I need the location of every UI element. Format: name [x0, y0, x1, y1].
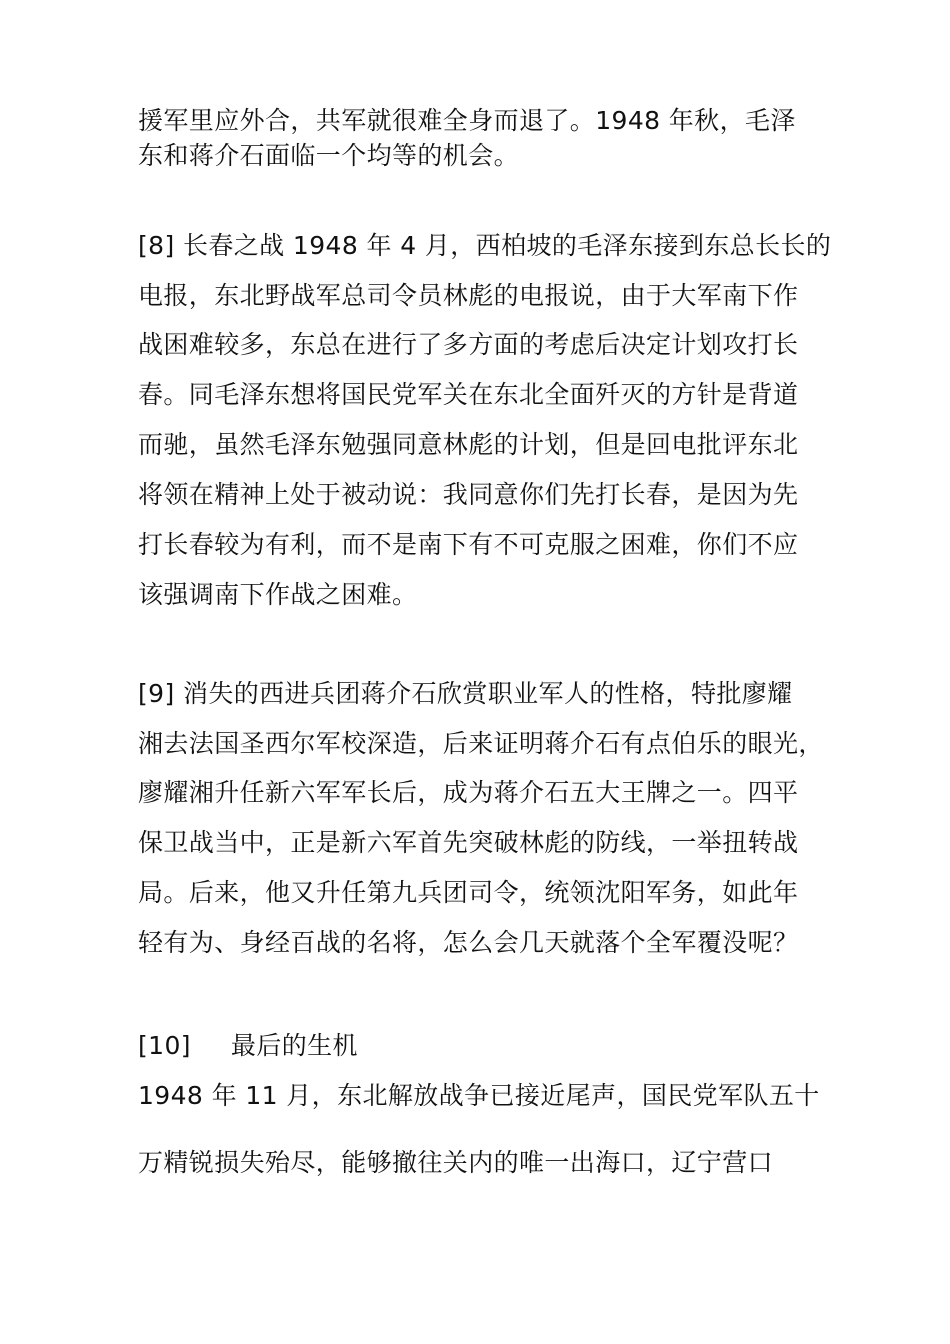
- text-line: 湘去法国圣西尔军校深造，后来证明蒋介石有点伯乐的眼光，: [138, 729, 824, 758]
- text-line: 保卫战当中，正是新六军首先突破林彪的防线，一举扭转战: [138, 828, 799, 857]
- footnote-8-line: [8] 长春之战 1948 年 4 月，西柏坡的毛泽东接到东总长长的: [138, 231, 832, 260]
- text-line: 援军里应外合，共军就很难全身而退了。1948 年秋，毛泽: [138, 106, 796, 135]
- text-line: 战困难较多，东总在进行了多方面的考虑后决定计划攻打长: [138, 330, 799, 359]
- text-line: 将领在精神上处于被动说：我同意你们先打长春，是因为先: [138, 480, 799, 509]
- footnote-9-line: [9] 消失的西进兵团蒋介石欣赏职业军人的性格，特批廖耀: [138, 679, 793, 708]
- text-line: 轻有为、身经百战的名将，怎么会几天就落个全军覆没呢？: [138, 928, 799, 957]
- footnote-10-label: [10]: [138, 1031, 191, 1060]
- text-line: 该强调南下作战之困难。: [138, 580, 418, 609]
- section-heading: 最后的生机: [230, 1031, 358, 1060]
- text-line: 廖耀湘升任新六军军长后，成为蒋介石五大王牌之一。四平: [138, 778, 799, 807]
- text-line: 1948 年 11 月，东北解放战争已接近尾声，国民党军队五十: [138, 1081, 820, 1110]
- text-line: 电报，东北野战军总司令员林彪的电报说，由于大军南下作: [138, 281, 799, 310]
- text-line: 东和蒋介石面临一个均等的机会。: [138, 141, 520, 170]
- text-line: 打长春较为有利，而不是南下有不可克服之困难，你们不应: [138, 530, 799, 559]
- text-line: 万精锐损失殆尽，能够撤往关内的唯一出海口，辽宁营口: [138, 1148, 774, 1177]
- text-line: 春。同毛泽东想将国民党军关在东北全面歼灭的方针是背道: [138, 380, 799, 409]
- footnote-10-heading: [138, 1031, 358, 1061]
- text-line: 局。后来，他又升任第九兵团司令，统领沈阳军务，如此年: [138, 878, 799, 907]
- text-line: 而驰，虽然毛泽东勉强同意林彪的计划，但是回电批评东北: [138, 430, 799, 459]
